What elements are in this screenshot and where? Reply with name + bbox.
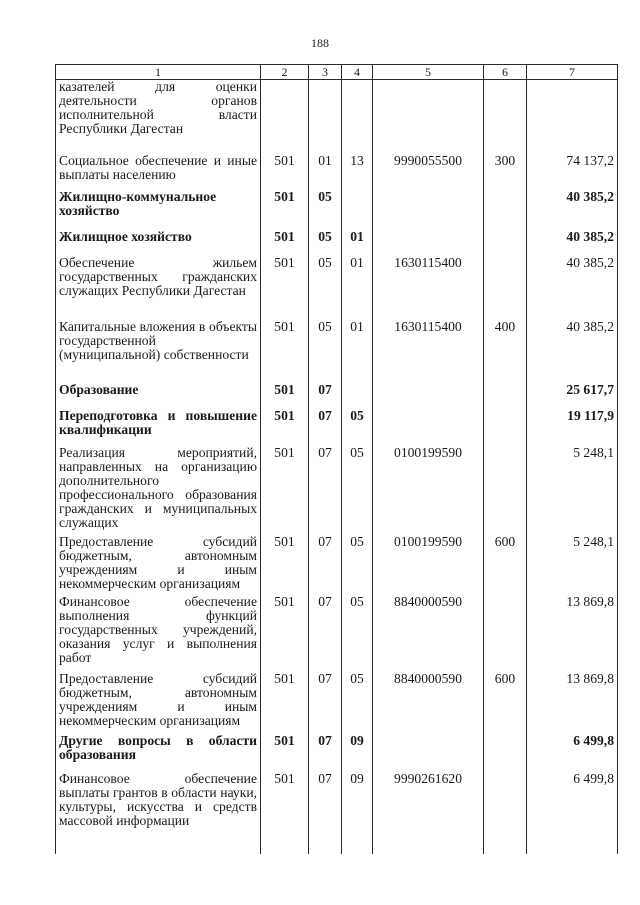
table-row [56,772,618,854]
row-code-2: 501 [261,595,309,672]
row-code-6 [484,190,527,230]
row-code-5: 0100199590 [373,535,484,595]
table-row [56,154,618,190]
row-name: Предоставление субсидий бюджетным, автономным учреждениям и иным некоммерческим организациям [56,535,261,595]
column-header: 7 [527,65,618,80]
row-amount: 40 385,2 [527,230,618,256]
row-code-4: 01 [342,230,373,256]
table-row [56,672,618,734]
table-header [56,65,618,80]
row-amount [527,80,618,154]
row-code-4: 05 [342,595,373,672]
row-code-2: 501 [261,446,309,535]
row-amount: 25 617,7 [527,383,618,409]
row-code-3: 05 [309,256,342,320]
row-code-6 [484,446,527,535]
row-name: Предоставление субсидий бюджетным, автономным учреждениям и иным некоммерческим организациям [56,672,261,734]
row-code-4: 01 [342,320,373,383]
row-amount: 13 869,8 [527,595,618,672]
row-code-6: 600 [484,672,527,734]
row-code-6 [484,772,527,854]
row-code-6: 300 [484,154,527,190]
column-header: 4 [342,65,373,80]
row-name: Обеспечение жильем государственных гражданских служащих Республики Дагестан [56,256,261,320]
row-code-3: 07 [309,734,342,772]
table-row [56,446,618,535]
row-code-3: 05 [309,230,342,256]
row-code-2: 501 [261,734,309,772]
row-code-2: 501 [261,535,309,595]
row-code-5: 1630115400 [373,256,484,320]
row-name: Жилищно-коммунальное хозяйство [56,190,261,230]
table-row [56,230,618,256]
row-code-5: 9990261620 [373,772,484,854]
row-code-4: 05 [342,446,373,535]
row-code-2: 501 [261,409,309,446]
row-code-6: 600 [484,535,527,595]
row-name: Финансовое обеспечение выполнения функций государственных учреждений, оказания услуг и выполнения работ [56,595,261,672]
row-name: Образование [56,383,261,409]
row-name: Реализация мероприятий, направленных на организацию дополнительного профессионального образования гражданских и муниципальных служащих [56,446,261,535]
column-header: 1 [56,65,261,80]
row-code-3: 07 [309,446,342,535]
table-row [56,320,618,383]
row-code-5: 8840000590 [373,672,484,734]
row-code-5 [373,190,484,230]
row-code-2: 501 [261,154,309,190]
row-code-5 [373,409,484,446]
table-row [56,595,618,672]
row-code-4 [342,80,373,154]
row-code-4: 05 [342,535,373,595]
header-row [56,65,618,80]
budget-table [55,64,618,854]
row-amount: 5 248,1 [527,535,618,595]
page-number: 188 [311,36,329,50]
row-code-4: 05 [342,672,373,734]
row-amount: 40 385,2 [527,256,618,320]
table-row [56,256,618,320]
row-amount: 5 248,1 [527,446,618,535]
row-code-6 [484,256,527,320]
table-body [56,80,618,854]
row-code-3: 07 [309,672,342,734]
row-code-6 [484,409,527,446]
row-code-5 [373,80,484,154]
row-amount: 40 385,2 [527,190,618,230]
row-code-5: 0100199590 [373,446,484,535]
row-code-6: 400 [484,320,527,383]
row-code-5 [373,734,484,772]
row-code-2: 501 [261,256,309,320]
row-code-6 [484,230,527,256]
row-code-5: 8840000590 [373,595,484,672]
row-code-3: 07 [309,595,342,672]
row-code-3: 05 [309,190,342,230]
row-code-6 [484,383,527,409]
row-code-3: 05 [309,320,342,383]
row-code-4: 09 [342,734,373,772]
row-code-4: 09 [342,772,373,854]
column-header: 2 [261,65,309,80]
row-code-2: 501 [261,383,309,409]
row-code-6 [484,734,527,772]
row-code-4: 05 [342,409,373,446]
column-header: 6 [484,65,527,80]
row-code-3: 07 [309,772,342,854]
row-code-4 [342,383,373,409]
row-code-5: 9990055500 [373,154,484,190]
row-code-4: 13 [342,154,373,190]
row-code-2: 501 [261,672,309,734]
row-code-2: 501 [261,772,309,854]
row-name: Капитальные вложения в объекты государственной (муниципальной) собственности [56,320,261,383]
row-code-2: 501 [261,190,309,230]
row-code-3 [309,80,342,154]
row-amount: 74 137,2 [527,154,618,190]
row-code-5: 1630115400 [373,320,484,383]
row-code-5 [373,383,484,409]
row-name: Социальное обеспечение и иные выплаты населению [56,154,261,190]
row-code-4: 01 [342,256,373,320]
column-header: 5 [373,65,484,80]
row-amount: 6 499,8 [527,734,618,772]
table-row [56,80,618,154]
row-name: Переподготовка и повышение квалификации [56,409,261,446]
row-code-6 [484,595,527,672]
row-code-3: 07 [309,383,342,409]
table-row [56,535,618,595]
row-code-3: 07 [309,409,342,446]
row-name: Финансовое обеспечение выплаты грантов в области науки, культуры, искусства и средств массовой информации [56,772,261,854]
table-row [56,383,618,409]
row-name: Другие вопросы в области образования [56,734,261,772]
row-code-3: 07 [309,535,342,595]
table-row [56,190,618,230]
row-amount: 13 869,8 [527,672,618,734]
table-row [56,734,618,772]
row-amount: 6 499,8 [527,772,618,854]
row-name: казателей для оценки деятельности органов исполнительной власти Республики Дагестан [56,80,261,154]
table-row [56,409,618,446]
row-code-4 [342,190,373,230]
row-code-2 [261,80,309,154]
row-code-2: 501 [261,230,309,256]
row-name: Жилищное хозяйство [56,230,261,256]
row-code-2: 501 [261,320,309,383]
row-amount: 19 117,9 [527,409,618,446]
row-code-5 [373,230,484,256]
row-code-3: 01 [309,154,342,190]
column-header: 3 [309,65,342,80]
row-amount: 40 385,2 [527,320,618,383]
row-code-6 [484,80,527,154]
